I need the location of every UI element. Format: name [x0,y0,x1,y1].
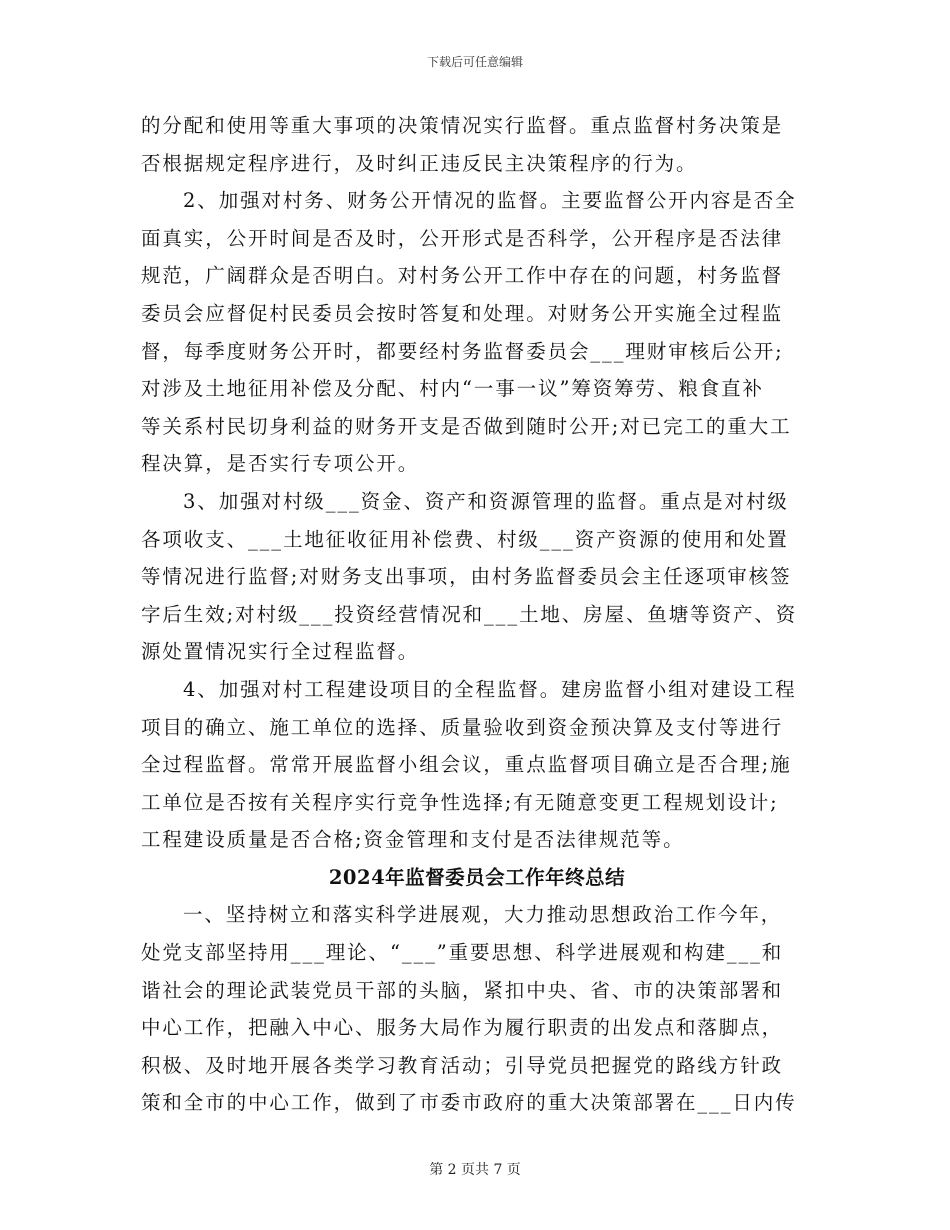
page-number: 第 2 页共 7 页 [429,1162,521,1178]
text-line: 字后生效;对村级___投资经营情况和___土地、房屋、鱼塘等资产、资 [141,602,798,626]
section-title: 2024年监督委员会工作年终总结 [328,865,626,889]
text-line: 项目的确立、施工单位的选择、质量验收到资金预决算及支付等进行 [141,715,784,739]
text-line: 等情况进行监督;对财务支出事项，由村务监督委员会主任逐项审核签 [141,565,792,589]
text-line: 对涉及土地征用补偿及分配、村内“一事一议”筹资筹劳、粮食直补 [141,377,764,401]
text-line: 全过程监督。常常开展监督小组会议，重点监督项目确立是否合理;施 [141,753,792,777]
text-line: 程决算，是否实行专项公开。 [141,452,420,476]
paragraph-start-line: 3、加强对村级___资金、资产和资源管理的监督。重点是对村级 [183,489,789,513]
text-line: 委员会应督促村民委员会按时答复和处理。对财务公开实施全过程监 [141,301,784,325]
text-line: 谐社会的理论武装党员干部的头脑，紧扣中央、省、市的决策部署和 [141,978,784,1002]
text-line: 处党支部坚持用___理论、“___”重要思想、科学进展观和构建___和 [141,941,784,965]
text-line: 各项收支、___土地征收征用补偿费、村级___资产资源的使用和处置 [141,527,789,551]
text-line: 督，每季度财务公开时，都要经村务监督委员会___理财审核后公开; [141,339,784,363]
text-line: 的分配和使用等重大事项的决策情况实行监督。重点监督村务决策是 [141,114,784,137]
text-line: 等关系村民切身利益的财务开支是否做到随时公开;对已完工的重大工 [141,414,792,438]
text-line: 中心工作，把融入中心、服务大局作为履行职责的出发点和落脚点， [141,1016,784,1040]
text-line: 面真实，公开时间是否及时，公开形式是否科学，公开程序是否法律 [141,226,784,250]
text-line: 工单位是否按有关程序实行竞争性选择;有无随意变更工程规划设计; [141,790,779,814]
text-line: 积极、及时地开展各类学习教育活动；引导党员把握党的路线方针政 [141,1053,784,1077]
paragraph-start-line: 4、加强对村工程建设项目的全程监督。建房监督小组对建设工程 [183,677,797,701]
paragraph-start-line: 一、坚持树立和落实科学进展观，大力推动思想政治工作今年， [183,903,783,927]
text-line: 否根据规定程序进行，及时纠正违反民主决策程序的行为。 [141,151,698,175]
text-line: 源处置情况实行全过程监督。 [141,640,420,664]
paragraph-start-line: 2、加强对村务、财务公开情况的监督。主要监督公开内容是否全 [183,189,797,213]
text-line: 策和全市的中心工作，做到了市委市政府的重大决策部署在___日内传 [141,1091,797,1115]
header-note: 下载后可任意编辑 [426,55,523,69]
document-body [141,107,813,1122]
text-line: 规范，广阔群众是否明白。对村务公开工作中存在的问题，村务监督 [141,264,784,288]
text-line: 工程建设质量是否合格;资金管理和支付是否法律规范等。 [141,828,685,852]
